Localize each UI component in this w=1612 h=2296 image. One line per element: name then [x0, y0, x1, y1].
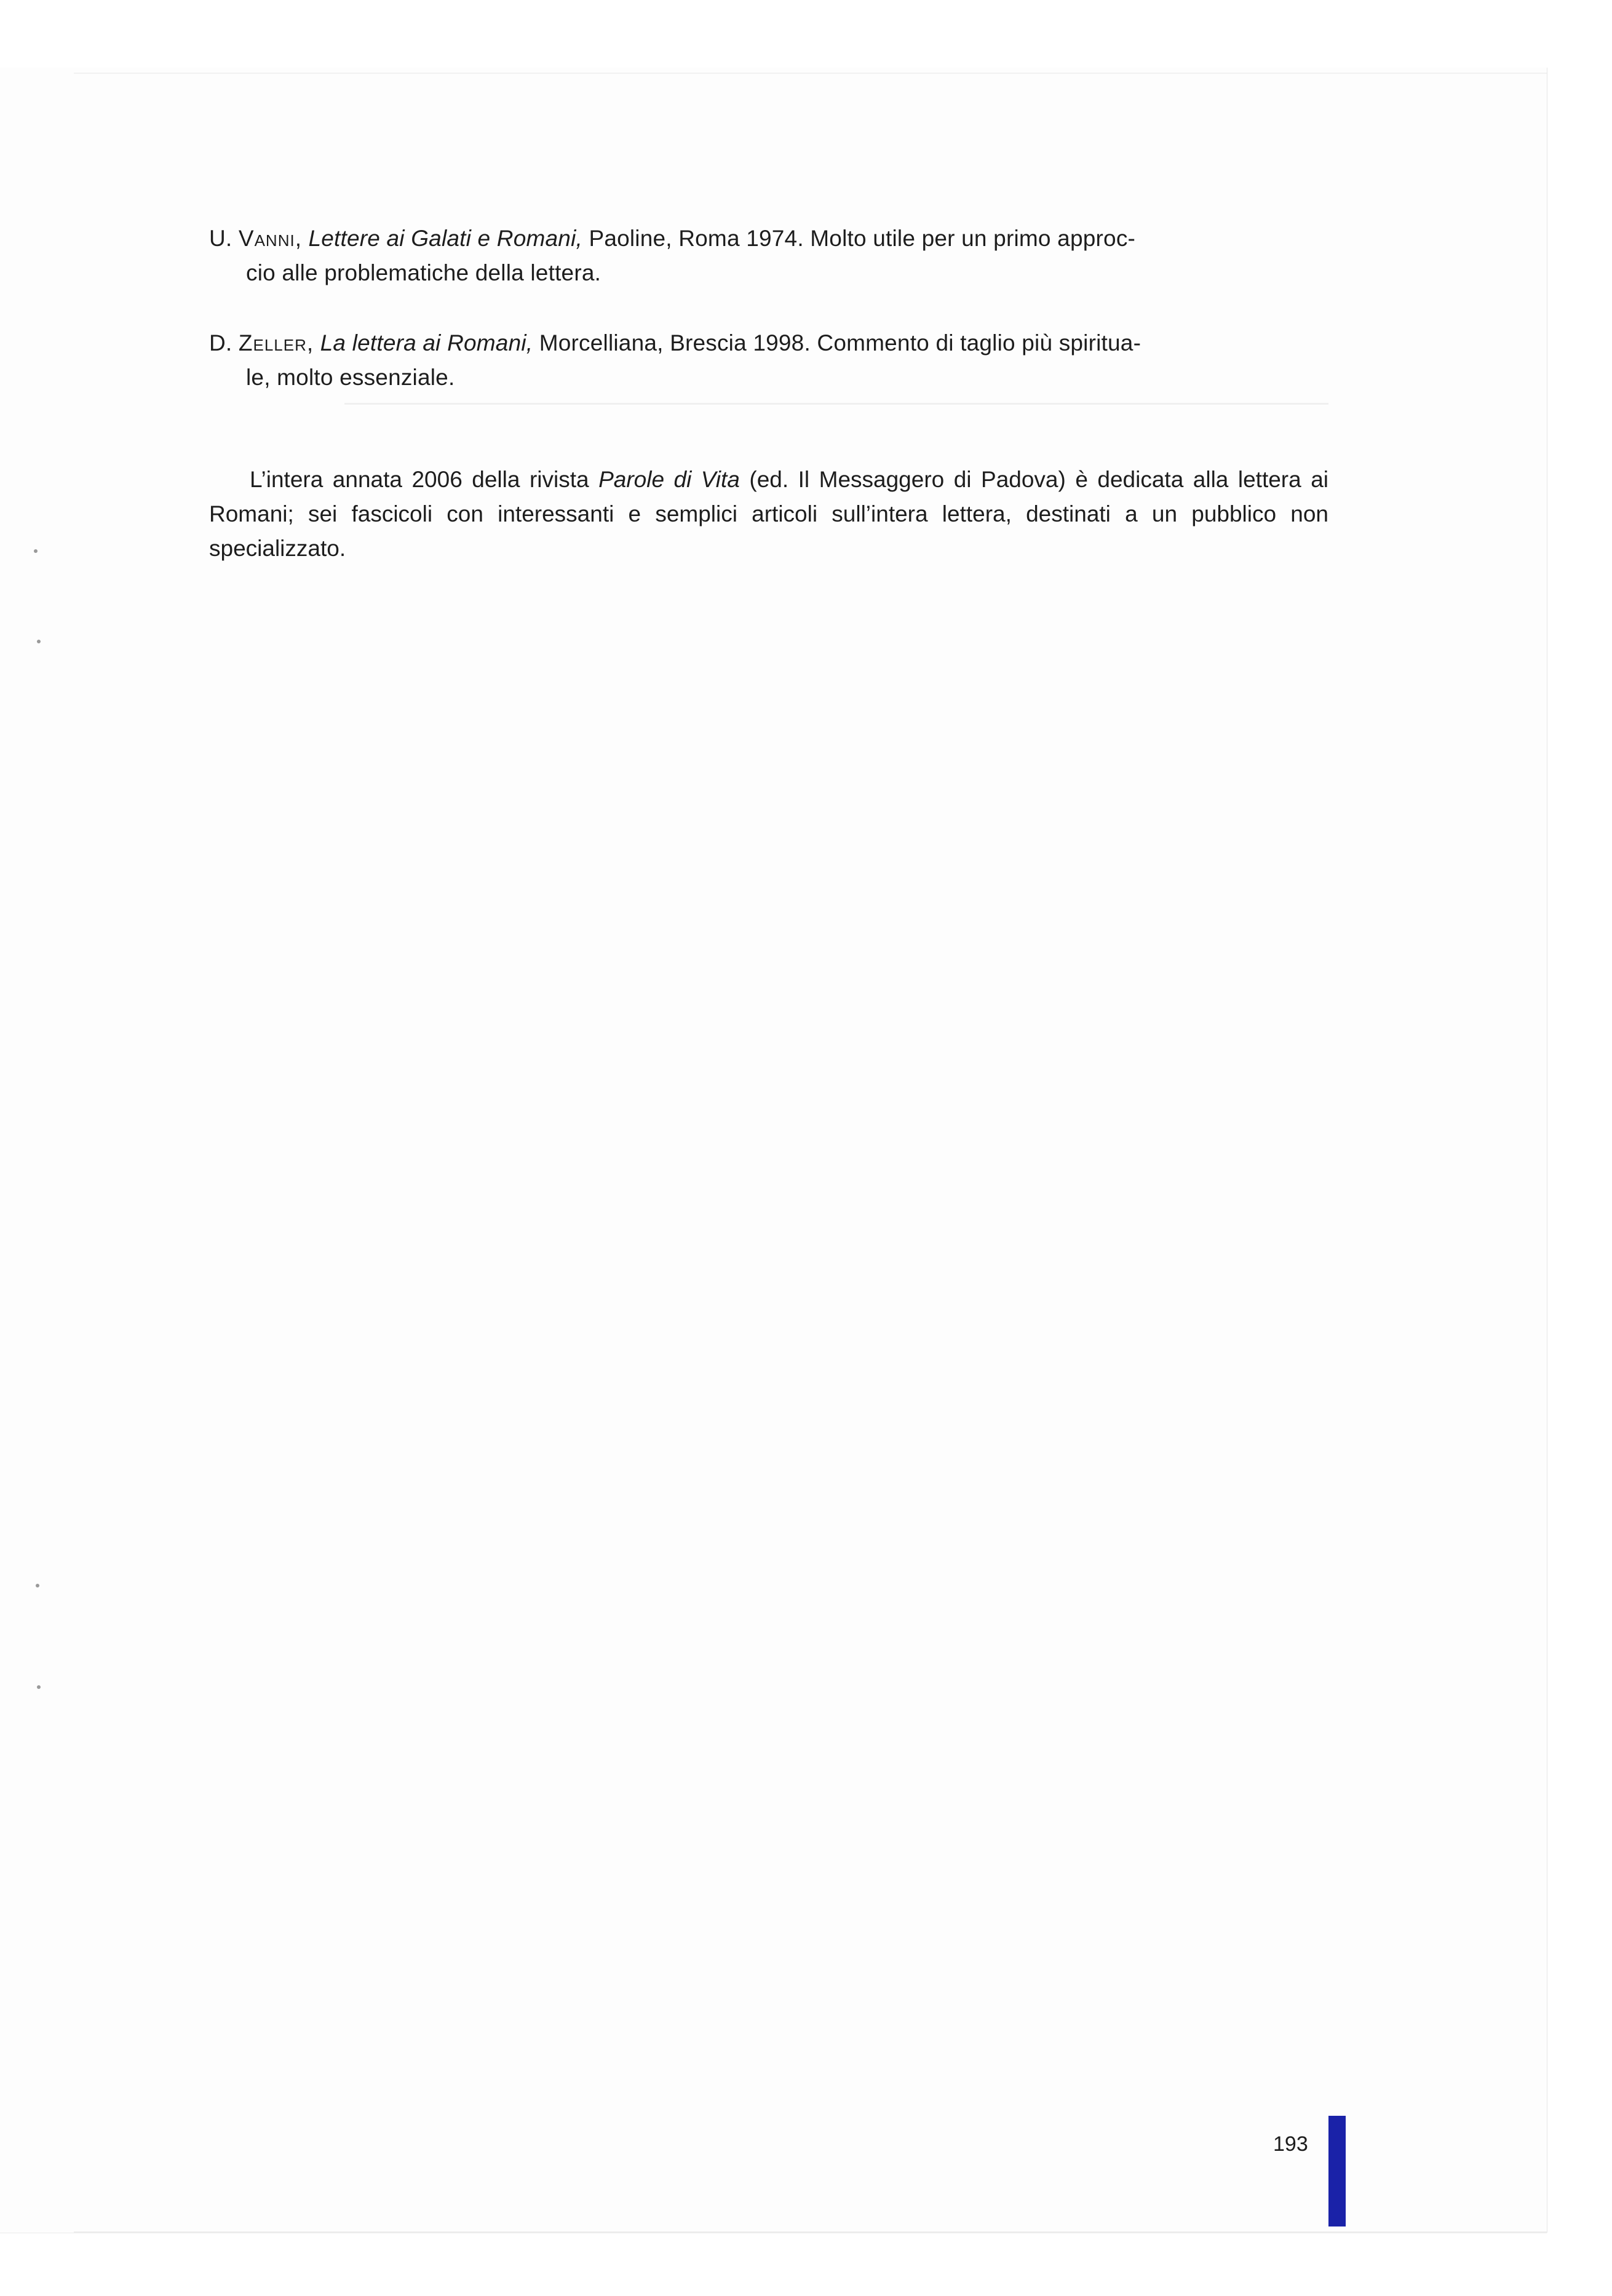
binding-hole-mark: [36, 1584, 39, 1587]
show-through-rule: [344, 403, 1328, 405]
magazine-title: Parole di Vita: [598, 467, 740, 492]
bibliography-entry-vanni: [209, 221, 1328, 290]
body-paragraph: [209, 463, 1328, 566]
paragraph-lead: L’intera annata 2006 della rivista: [250, 467, 599, 492]
author-initial: U.: [209, 226, 232, 251]
author-initial: D.: [209, 330, 232, 356]
entry-details: Paoline, Roma 1974. Molto utile per un primo approc-: [582, 226, 1136, 251]
book-title: Lettere ai Galati e Romani,: [308, 226, 582, 251]
binding-hole-mark: [34, 549, 38, 553]
author-surname: Zeller,: [238, 330, 314, 356]
author-surname: Vanni,: [238, 226, 302, 251]
paragraph-rest: (ed. Il Messaggero di Padova) è dedicata alla lettera ai Romani; sei fascicoli con interessanti e semplici articoli sull’intera lettera, destinati a un pubblico non specializzato.: [209, 467, 1328, 561]
binding-hole-mark: [37, 640, 41, 643]
binding-hole-mark: [37, 1685, 41, 1689]
page-number: 193: [1273, 2132, 1308, 2156]
page-bottom-edge: [74, 2231, 1547, 2233]
page-accent-bar: [1328, 2116, 1346, 2226]
book-title: La lettera ai Romani,: [320, 330, 533, 356]
bibliography-entry-zeller: [209, 326, 1328, 395]
page-top-edge: [74, 73, 1547, 74]
entry-continuation: le, molto essenziale.: [246, 365, 455, 390]
entry-continuation: cio alle problematiche della lettera.: [246, 260, 602, 285]
entry-details: Morcelliana, Brescia 1998. Commento di taglio più spiritua-: [533, 330, 1142, 356]
